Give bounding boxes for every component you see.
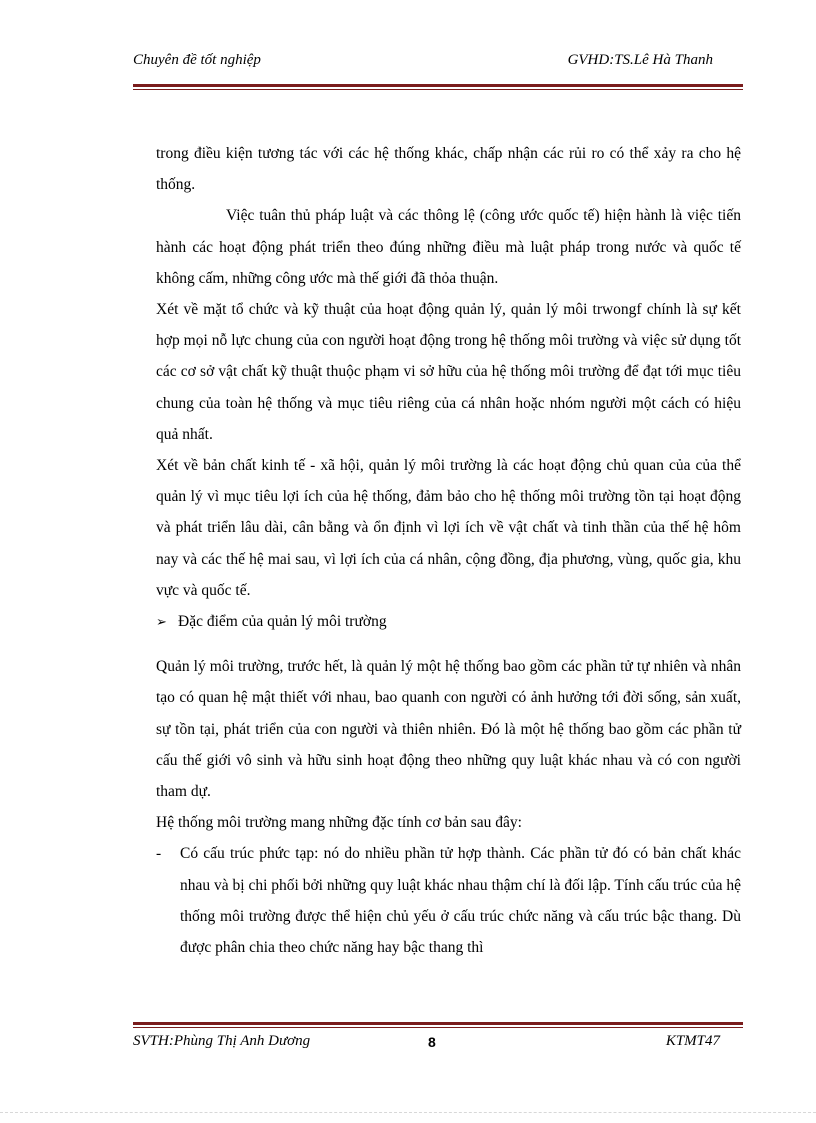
paragraph-5: Quản lý môi trường, trước hết, là quản lý một hệ thống bao gồm các phần tử tự nhiên và nhân tạo có quan hệ mật thiết với nhau, bao quanh con người có ảnh hưởng tới đời sống, sản xuất, sự tồn tại, phát triển của con người và thiên nhiên. Đó là một hệ thống bao gồm các phần tử cấu thế giới vô sinh và hữu sinh hoạt động theo những quy luật khác nhau và có con người tham dự. — [156, 658, 741, 801]
dash-marker: - — [156, 845, 162, 863]
footer-rule-thick — [133, 1022, 743, 1025]
footer-student: SVTH:Phùng Thị Anh Dương — [133, 1033, 311, 1049]
paragraph-4: Xét về bản chất kinh tế - xã hội, quản lý môi trường là các hoạt động chủ quan của của thể quản lý vì mục tiêu lợi ích của hệ thống, đảm bảo cho hệ thống môi trường tồn tại hoạt động và phát triển lâu dài, cân bằng và ổn định vì lợi ích về vật chất và tinh thần của thế hệ hôm nay và các thế hệ mai sau, vì lợi ích của cá nhân, cộng đồng, địa phương, vùng, quốc gia, khu vực và quốc tế. — [156, 457, 741, 599]
footer-class-code: KTMT47 — [665, 1033, 720, 1049]
paragraph-2: Việc tuân thủ pháp luật và các thông lệ (công ước quốc tế) hiện hành là việc tiến hành các hoạt động phát triển theo đúng những điều mà luật pháp trong nước và quốc tế không cấm, những công ước mà thế giới đã thỏa thuận. — [156, 207, 741, 287]
header-rule-thick — [133, 84, 743, 87]
arrow-bullet-icon: ➢ — [156, 614, 167, 630]
footer-rule-thin — [133, 1027, 743, 1028]
page-number: 8 — [428, 1034, 436, 1050]
page-edge-divider — [0, 1112, 816, 1113]
section-heading — [156, 606, 741, 637]
header-advisor: GVHD:TS.Lê Hà Thanh — [567, 52, 713, 68]
section-heading-text: Đặc điểm của quản lý môi trường — [178, 613, 387, 631]
page-header — [133, 52, 743, 74]
page-footer — [133, 1033, 743, 1055]
dash-list-item — [156, 838, 741, 963]
paragraph-6: Hệ thống môi trường mang những đặc tính cơ bản sau đây: — [156, 814, 522, 832]
header-rule-thin — [133, 89, 743, 90]
dash-item-text: Có cấu trúc phức tạp: nó do nhiều phần tử hợp thành. Các phần tử đó có bản chất khác nhau và bị chi phối bởi những quy luật khác nhau thậm chí là đối lập. Tính cấu trúc của hệ thống môi trường được thể hiện chủ yếu ở cấu trúc chức năng và cấu trúc bậc thang. Dù được phân chia theo chức năng hay bậc thang thì — [180, 845, 741, 957]
page-body — [156, 138, 741, 963]
header-title: Chuyên đề tốt nghiệp — [133, 52, 261, 68]
paragraph-3: Xét về mặt tổ chức và kỹ thuật của hoạt động quản lý, quản lý môi trwongf chính là sự kết hợp mọi nỗ lực chung của con người hoạt động trong hệ thống môi trường và việc sử dụng tốt các cơ sở vật chất kỹ thuật thuộc phạm vi sở hữu của hệ thống môi trường để đạt tới mục tiêu chung của toàn hệ thống và mục tiêu riêng của cá nhân hoặc nhóm người một cách có hiệu quả nhất. — [156, 301, 741, 443]
paragraph-1: trong điều kiện tương tác với các hệ thống khác, chấp nhận các rủi ro có thể xảy ra cho hệ thống. — [156, 145, 741, 194]
